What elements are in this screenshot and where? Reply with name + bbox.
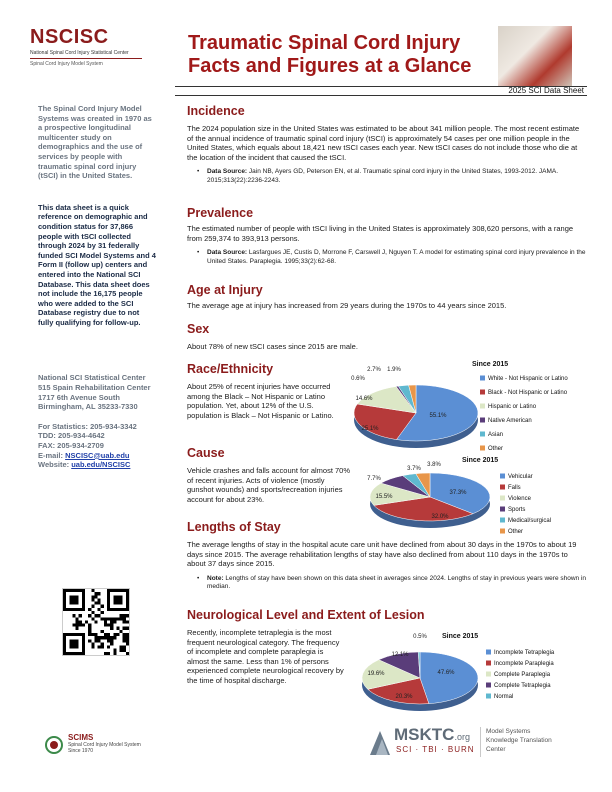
qr-module <box>76 627 79 630</box>
title-line-2: Facts and Figures at a Glance <box>188 55 472 77</box>
sex-heading: Sex <box>187 322 210 336</box>
prevalence-source <box>187 249 587 266</box>
pie-data-label: 0.6% <box>351 376 365 382</box>
legend-swatch <box>500 485 505 490</box>
title-line-1: Traumatic Spinal Cord Injury <box>188 32 461 54</box>
pie-data-label: 55.1% <box>429 413 447 419</box>
legend-entry: White - Not Hispanic or Latino <box>488 376 568 382</box>
qr-module <box>76 620 79 623</box>
legend-entry: Incomplete Paraplegia <box>494 661 554 667</box>
legend-swatch <box>486 661 491 666</box>
qr-module <box>120 649 123 652</box>
email-link[interactable]: NSCISC@uab.edu <box>65 450 130 460</box>
contact-email <box>38 451 166 461</box>
msktc-name: MSKTC <box>394 725 455 744</box>
footer-divider <box>480 727 481 757</box>
note-label: Note: <box>207 574 224 582</box>
qr-module <box>91 646 94 649</box>
incidence-source <box>187 168 587 185</box>
qr-module <box>91 589 94 592</box>
msktc-emblem-icon <box>368 727 392 757</box>
qr-module <box>82 624 85 627</box>
qr-module <box>98 614 101 617</box>
qr-module <box>88 624 91 627</box>
qr-module <box>113 620 116 623</box>
qr-module <box>101 611 104 614</box>
address-line: National SCI Statistical Center <box>38 373 146 383</box>
page-header <box>0 0 612 84</box>
legend-swatch <box>480 418 485 423</box>
legend-entry: Asian <box>488 432 504 438</box>
pie-data-label: 7.7% <box>367 476 381 482</box>
qr-module <box>91 642 94 645</box>
legend-swatch <box>480 446 485 451</box>
sidebar-about: This data sheet is a quick reference on demographic and condition status for 37,866 people with tSCI collected through 2024 by 31 federally funded SCI Model Systems and 4 Form II (follow up) centers and entered into the National SCI Database. This data sheet does not include the 16,175 people who were added to the SCI Database registry due to not fully qualifying for follow-up. <box>38 202 156 327</box>
qr-module <box>101 630 104 633</box>
legend-swatch <box>500 518 505 523</box>
chart-title: Since 2015 <box>472 361 509 368</box>
qr-finder <box>69 639 78 648</box>
legend-swatch <box>480 432 485 437</box>
logo-divider <box>30 58 142 59</box>
qr-module <box>113 633 116 636</box>
page-title <box>188 32 471 78</box>
qr-module <box>116 627 119 630</box>
qr-module <box>123 636 126 639</box>
incidence-text: The 2024 population size in the United States was estimated to be about 341 million people. The most recent estimate of the annual incidence of traumatic spinal cord injury (tSCI) is approximately 54 cases per one million people in the United States, which equals about 18,421 new tSCI cases each year. New tSCI cases do not include those who die at the location of the incident that caused the tSCI. <box>187 124 580 162</box>
legend-entry: Falls <box>508 485 521 491</box>
qr-module <box>113 617 116 620</box>
legend-entry: Complete Tetraplegia <box>494 683 551 689</box>
pie-data-label: 37.3% <box>449 490 467 496</box>
qr-module <box>104 620 107 623</box>
qr-code[interactable] <box>62 588 130 656</box>
contact-statistics: For Statistics: 205-934-3342 <box>38 421 137 431</box>
pie-data-label: 3.7% <box>407 466 421 472</box>
legend-swatch <box>500 474 505 479</box>
qr-module <box>94 620 97 623</box>
address-line: Birmingham, AL 35233-7330 <box>38 402 138 412</box>
qr-module <box>98 639 101 642</box>
neuro-heading: Neurological Level and Extent of Lesion <box>187 608 425 622</box>
qr-module <box>94 639 97 642</box>
qr-module <box>123 633 126 636</box>
source-label: Data Source: <box>207 168 248 176</box>
qr-module <box>94 595 97 598</box>
source-text: Jain NB, Ayers GD, Peterson EN, et al. Traumatic spinal cord injury in the United States, 1993-2012. JAMA. 2015;313(22):2236-2243. <box>207 168 559 184</box>
race-text: About 25% of recent injuries have occurred among the Black – Not Hispanic or Latino population. Yet, about 12% of the U.S. population is Black – Not Hispanic or Latino. <box>187 382 334 420</box>
section-prevalence <box>187 206 587 266</box>
legend-entry: Incomplete Tetraplegia <box>494 650 555 656</box>
qr-module <box>101 646 104 649</box>
email-label: E-mail: <box>38 450 64 460</box>
edition-label: 2025 SCI Data Sheet <box>508 86 584 95</box>
qr-module <box>123 639 126 642</box>
qr-module <box>126 636 129 639</box>
prevalence-text: The estimated number of people with tSCI living in the United States is approximately 308,620 persons, with a range from 259,374 to 393,913 persons. <box>187 224 574 243</box>
contact-website <box>38 460 166 470</box>
qr-module <box>113 636 116 639</box>
qr-module <box>107 646 110 649</box>
contact-fax: FAX: 205-934-2709 <box>38 441 104 451</box>
contact-tdd: TDD: 205-934-4642 <box>38 431 105 441</box>
qr-module <box>85 620 88 623</box>
msktc-wordmark <box>394 725 470 745</box>
qr-module <box>116 617 119 620</box>
note-text: Lengths of stay have been shown on this data sheet in averages since 2024. Lengths of stay in previous years were shown in median. <box>207 574 587 591</box>
msktc-desc-line: Center <box>486 746 506 753</box>
qr-module <box>110 627 113 630</box>
qr-module <box>79 620 82 623</box>
qr-module <box>72 614 75 617</box>
qr-module <box>110 620 113 623</box>
legend-entry: Vehicular <box>508 474 533 480</box>
qr-module <box>120 614 123 617</box>
neuro-text: Recently, incomplete tetraplegia is the most frequent neurological category. The frequency of incomplete and complete paraplegia is almost the same. Less than 1% of persons experienced complete neurological recovery by the time of hospital discharge. <box>187 628 344 685</box>
legend-entry: Other <box>508 529 524 535</box>
section-cause <box>187 446 362 504</box>
pie-data-label: 47.6% <box>437 670 455 676</box>
legend-entry: Black - Not Hispanic or Latino <box>488 390 568 396</box>
qr-module <box>91 611 94 614</box>
qr-module <box>94 614 97 617</box>
stay-heading: Lengths of Stay <box>187 520 281 534</box>
qr-module <box>126 642 129 645</box>
qr-module <box>104 624 107 627</box>
neuro-pie-chart <box>350 630 588 725</box>
chart-title: Since 2015 <box>442 633 479 640</box>
qr-module <box>107 639 110 642</box>
legend-swatch <box>480 376 485 381</box>
legend-swatch <box>486 650 491 655</box>
sidebar-contacts <box>38 422 166 470</box>
qr-module <box>76 624 79 627</box>
legend-entry: Complete Paraplegia <box>494 672 551 678</box>
pie-data-label: 32.0% <box>431 514 449 520</box>
pie-data-label: 19.6% <box>367 671 385 677</box>
qr-module <box>94 592 97 595</box>
qr-module <box>126 614 129 617</box>
legend-swatch <box>500 529 505 534</box>
qr-module <box>88 639 91 642</box>
qr-module <box>126 620 129 623</box>
legend-entry: Medical/surgical <box>508 518 552 524</box>
qr-module <box>120 646 123 649</box>
qr-module <box>110 624 113 627</box>
qr-module <box>91 605 94 608</box>
msktc-desc-line: Model Systems <box>486 728 531 735</box>
sidebar-address <box>38 373 166 411</box>
qr-module <box>110 636 113 639</box>
cause-text: Vehicle crashes and falls account for almost 70% of recent injuries. Acts of violence (mostly gunshot wounds) and sports/recreation injuries account for about 23%. <box>187 466 351 504</box>
qr-module <box>126 652 129 655</box>
scims-subtitle: Spinal Cord Injury Model System <box>68 742 141 748</box>
qr-module <box>126 627 129 630</box>
qr-module <box>120 630 123 633</box>
qr-module <box>126 639 129 642</box>
qr-module <box>98 602 101 605</box>
section-incidence <box>187 104 587 185</box>
pie-data-label: 3.8% <box>427 462 441 468</box>
qr-module <box>79 624 82 627</box>
source-label: Data Source: <box>207 249 248 257</box>
qr-module <box>94 633 97 636</box>
qr-module <box>88 608 91 611</box>
qr-module <box>91 595 94 598</box>
pie-data-label: 15.5% <box>375 494 393 500</box>
qr-module <box>98 592 101 595</box>
qr-finder <box>113 595 122 604</box>
section-sex <box>187 322 587 352</box>
pie-data-label: 0.5% <box>413 634 427 640</box>
source-text: Lasfargues JE, Custis D, Morrone F, Carswell J, Nguyen T. A model for estimating spinal cord injury prevalence in the United States. Paraplegia. 1995;33(2):62-68. <box>207 249 586 265</box>
qr-module <box>113 652 116 655</box>
qr-module <box>110 639 113 642</box>
qr-module <box>107 652 110 655</box>
qr-module <box>88 614 91 617</box>
pie-data-label: 2.7% <box>367 367 381 373</box>
qr-module <box>123 614 126 617</box>
stay-text: The average lengths of stay in the hospital acute care unit have declined from about 30 days in the 1970s to about 19 days since 2015. The average rehabilitation lengths of stay have also declined from about 110 days in the 1970s to about 37 days since 2015. <box>187 540 577 569</box>
qr-module <box>107 636 110 639</box>
qr-module <box>113 649 116 652</box>
address-line: 1717 6th Avenue South <box>38 392 120 402</box>
qr-module <box>116 633 119 636</box>
msktc-org: .org <box>454 732 470 742</box>
section-race <box>187 362 357 420</box>
qr-module <box>91 617 94 620</box>
section-age <box>187 283 587 311</box>
qr-module <box>101 605 104 608</box>
legend-entry: Other <box>488 446 504 452</box>
qr-module <box>126 633 129 636</box>
nscisc-logo <box>30 26 160 76</box>
qr-module <box>110 642 113 645</box>
qr-module <box>88 630 91 633</box>
address-line: 515 Spain Rehabilitation Center <box>38 383 151 393</box>
qr-module <box>107 617 110 620</box>
logo-main-text: NSCISC <box>30 26 109 48</box>
age-text: The average age at injury has increased from 29 years during the 1970s to 44 years since 2015. <box>187 301 507 310</box>
qr-module <box>98 646 101 649</box>
qr-module <box>123 627 126 630</box>
qr-module <box>91 633 94 636</box>
race-heading: Race/Ethnicity <box>187 362 274 376</box>
scims-title: SCIMS <box>68 733 94 742</box>
qr-module <box>123 620 126 623</box>
legend-swatch <box>500 496 505 501</box>
website-link[interactable]: uab.edu/NSCISC <box>71 460 131 470</box>
legend-swatch <box>500 507 505 512</box>
legend-swatch <box>480 404 485 409</box>
cause-heading: Cause <box>187 446 225 460</box>
qr-module <box>101 617 104 620</box>
qr-module <box>98 598 101 601</box>
prevalence-heading: Prevalence <box>187 206 254 220</box>
pie-data-label: 12.1% <box>391 652 409 658</box>
race-pie-chart <box>338 358 588 458</box>
qr-module <box>94 636 97 639</box>
qr-module <box>88 627 91 630</box>
qr-module <box>72 624 75 627</box>
scims-emblem-icon <box>44 735 64 755</box>
pie-data-label: 1.9% <box>387 367 401 373</box>
header-photo <box>498 26 572 86</box>
qr-module <box>120 617 123 620</box>
qr-module <box>101 636 104 639</box>
qr-module <box>98 636 101 639</box>
stay-note <box>187 575 587 592</box>
logo-subtitle: National Spinal Cord Injury Statistical Center <box>30 50 129 56</box>
msktc-subline: SCI · TBI · BURN <box>396 745 475 754</box>
qr-module <box>123 646 126 649</box>
pie-data-label: 14.6% <box>355 396 373 402</box>
scims-since: Since 1970 <box>68 748 94 754</box>
pie-data-label: 25.1% <box>361 426 379 432</box>
legend-swatch <box>486 683 491 688</box>
legend-entry: Violence <box>508 496 531 502</box>
qr-module <box>104 636 107 639</box>
sex-text: About 78% of new tSCI cases since 2015 are male. <box>187 342 358 351</box>
legend-swatch <box>486 694 491 699</box>
qr-module <box>123 649 126 652</box>
qr-module <box>104 652 107 655</box>
pie-data-label: 20.3% <box>395 694 413 700</box>
sidebar <box>38 100 166 470</box>
scims-logo <box>44 733 154 761</box>
website-label: Website: <box>38 460 70 470</box>
msktc-desc-line: Knowledge Translation <box>486 737 552 744</box>
legend-entry: Normal <box>494 694 514 700</box>
legend-swatch <box>480 390 485 395</box>
qr-module <box>79 614 82 617</box>
qr-module <box>94 602 97 605</box>
qr-module <box>123 617 126 620</box>
incidence-heading: Incidence <box>187 104 245 118</box>
qr-module <box>76 617 79 620</box>
qr-module <box>104 633 107 636</box>
sidebar-intro: The Spinal Cord Injury Model Systems was created in 1970 as a prospective longitudinal multicenter study on demographics and the use of services by people with traumatic spinal cord injury (tSCI) in the United States. <box>38 104 152 181</box>
legend-entry: Hispanic or Latino <box>488 404 537 410</box>
qr-module <box>91 598 94 601</box>
qr-module <box>107 624 110 627</box>
qr-module <box>104 617 107 620</box>
qr-finder <box>69 595 78 604</box>
legend-entry: Native American <box>488 418 532 424</box>
age-heading: Age at Injury <box>187 283 263 297</box>
msktc-logo <box>368 725 588 761</box>
qr-module <box>107 633 110 636</box>
legend-swatch <box>486 672 491 677</box>
qr-module <box>98 608 101 611</box>
legend-entry: Sports <box>508 507 526 513</box>
qr-module <box>110 617 113 620</box>
chart-title: Since 2015 <box>462 457 499 464</box>
msktc-description <box>486 727 552 754</box>
logo-subtitle-2: Spinal Cord Injury Model System <box>30 61 103 67</box>
cause-pie-chart <box>358 452 588 542</box>
qr-module <box>101 642 104 645</box>
qr-module <box>88 633 91 636</box>
